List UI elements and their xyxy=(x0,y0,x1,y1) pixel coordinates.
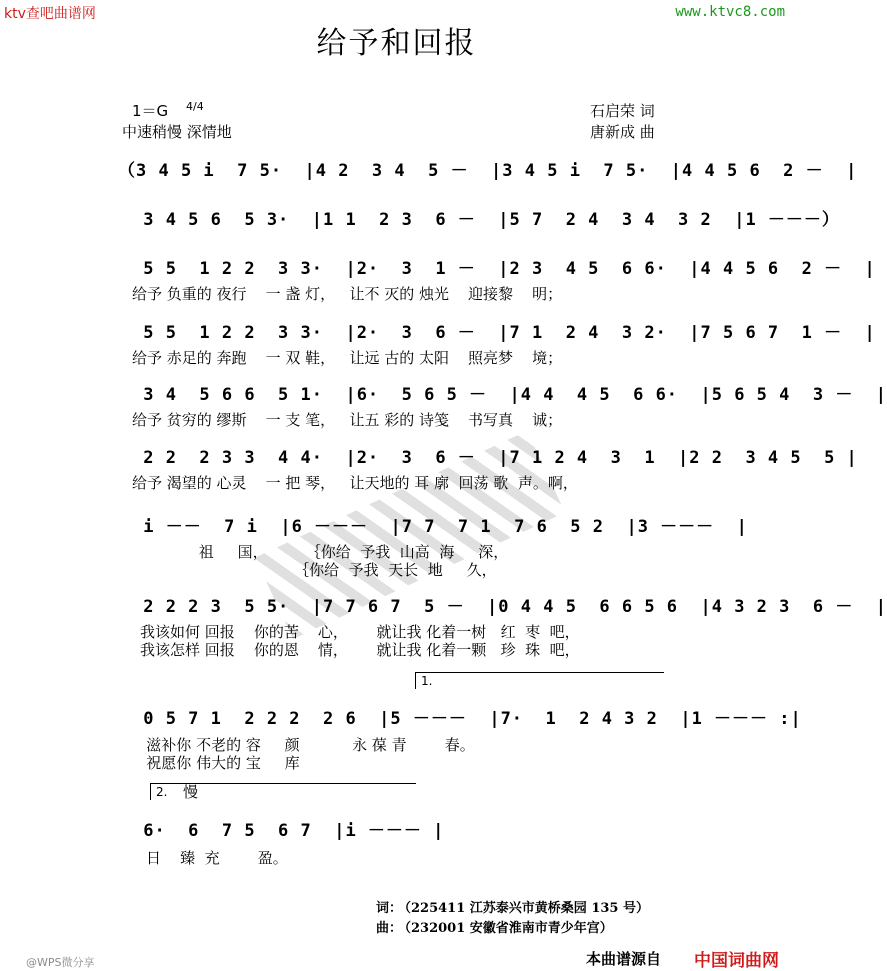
volta-bracket xyxy=(415,672,664,689)
tempo-marking: 中速稍慢 深情地 xyxy=(122,123,232,141)
notation-row: 6· 6 7 5 6 7 |i －－－ | xyxy=(132,821,445,841)
slow-marking: 慢 xyxy=(183,783,199,801)
lyric-line: 我该如何 回报 你的苦 心， 就让我 化着一树 红 枣 吧， xyxy=(140,623,580,641)
footer-composer-label: 曲： xyxy=(376,921,403,936)
lyric-line: 我该怎样 回报 你的恩 情， 就让我 化着一颗 珍 珠 吧， xyxy=(140,641,580,659)
lyric-line: 给予 渴望的 心灵 一 把 琴， 让天地的 耳 廓 回荡 歌 声。啊， xyxy=(132,474,578,492)
lyric-line: 给予 赤足的 奔跑 一 双 鞋， 让远 古的 太阳 照亮梦 境； xyxy=(132,349,563,367)
time-signature: 4/4 xyxy=(186,100,204,113)
notation-row: （3 4 5 i 7 5· |4 2 3 4 5 － |3 4 5 i 7 5· |4 4 5 6 2 － | xyxy=(118,161,858,181)
notation-row: 0 5 7 1 2 2 2 2 6 |5 －－－ |7· 1 2 4 3 2 |1 －－－ :| xyxy=(132,709,802,729)
notation-row: 3 4 5 6 5 3· |1 1 2 3 6 － |5 7 2 4 3 4 3 2 |1 －－－） xyxy=(132,210,840,230)
footer-composer-address: （232001 安徽省淮南市青少年宫） xyxy=(398,921,613,936)
lyricist-credit: 石启荣 词 xyxy=(590,102,655,120)
notation-row: i －－ 7 i |6 －－－ |7 7 7 1 7 6 5 2 |3 －－－ | xyxy=(132,517,748,537)
lyric-line: 祝愿你 伟大的 宝 库 xyxy=(132,754,300,772)
composer-credit: 唐新成 曲 xyxy=(590,123,655,141)
notation-row: 5 5 1 2 2 3 3· |2· 3 6 － |7 1 2 4 3 2· |7 5 6 7 1 － | xyxy=(132,323,876,343)
lyric-line: 祖 国， ｛你给 予我 山高 海 深， xyxy=(132,543,509,561)
key-signature: 1＝G xyxy=(132,102,169,120)
source-label: 本曲谱源自 xyxy=(586,950,662,968)
notation-row: 3 4 5 6 6 5 1· |6· 5 6 5 － |4 4 4 5 6 6· |5 6 5 4 3 － | xyxy=(132,385,887,405)
footer-lyricist-address: （225411 江苏泰兴市黄桥桑园 135 号） xyxy=(398,901,649,916)
notation-row: 5 5 1 2 2 3 3· |2· 3 1 － |2 3 4 5 6 6· |4 4 5 6 2 － | xyxy=(132,259,876,279)
watermark-right: www.ktvc8.com xyxy=(675,4,785,20)
footer-lyricist-label: 词： xyxy=(376,901,403,916)
watermark-left: ktv查吧曲谱网 xyxy=(4,6,96,22)
source-site[interactable]: 中国词曲网 xyxy=(694,951,779,971)
lyric-line: 给予 贫穷的 缪斯 一 支 笔， 让五 彩的 诗笺 书写真 诚； xyxy=(132,411,563,429)
volta-label: 2. xyxy=(156,785,168,799)
lyric-line: 日 臻 充 盈。 xyxy=(146,849,288,867)
notation-row: 2 2 2 3 3 4 4· |2· 3 6 － |7 1 2 4 3 1 |2 2 3 4 5 5 | xyxy=(132,448,858,468)
volta-label: 1. xyxy=(421,674,433,688)
wps-watermark: @WPS微分享 xyxy=(26,956,95,969)
notation-row: 2 2 2 3 5 5· |7 7 6 7 5 － |0 4 4 5 6 6 5 6 |4 3 2 3 6 － | xyxy=(132,597,887,617)
song-title: 给予和回报 xyxy=(316,26,477,61)
lyric-line: 给予 负重的 夜行 一 盏 灯， 让不 灭的 烛光 迎接黎 明； xyxy=(132,285,563,303)
lyric-line: ｛你给 予我 天长 地 久， xyxy=(132,561,497,579)
lyric-line: 滋补你 不老的 容 颜 永 葆 青 春。 xyxy=(132,736,475,754)
